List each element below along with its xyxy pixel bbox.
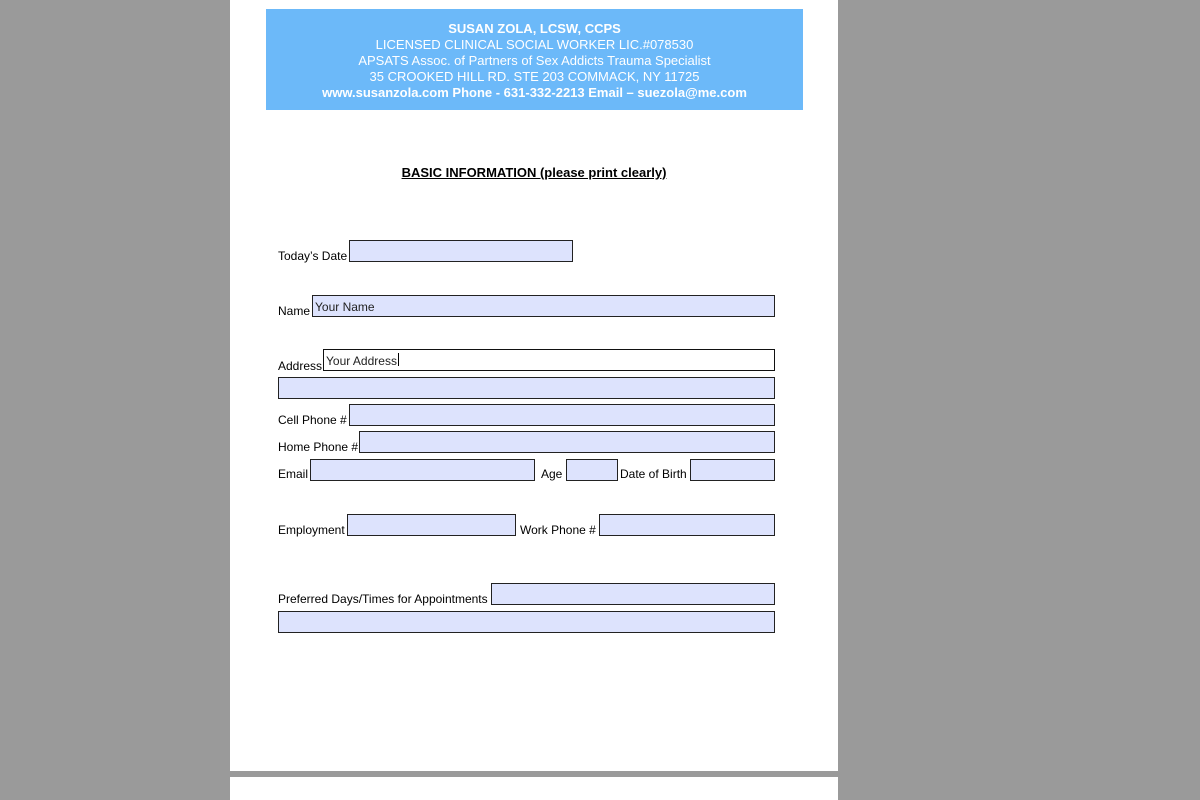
name-label: Name xyxy=(278,304,311,318)
letterhead-contact: www.susanzola.com Phone - 631-332-2213 Email – suezola@me.com xyxy=(322,85,747,100)
cell-phone-label: Cell Phone # xyxy=(278,413,347,427)
letterhead-association: APSATS Assoc. of Partners of Sex Addicts Trauma Specialist xyxy=(358,53,711,68)
form-title: BASIC INFORMATION (please print clearly) xyxy=(401,165,667,180)
dob-field[interactable] xyxy=(690,459,775,481)
letterhead-address: 35 CROOKED HILL RD. STE 203 COMMACK, NY 11725 xyxy=(369,69,700,84)
home-phone-label: Home Phone # xyxy=(278,440,359,454)
home-phone-field[interactable] xyxy=(359,431,775,453)
pdf-page xyxy=(230,0,838,771)
todays-date-field[interactable] xyxy=(349,240,573,262)
dob-label: Date of Birth xyxy=(620,467,687,481)
address-label: Address xyxy=(278,359,323,373)
age-field[interactable] xyxy=(566,459,618,481)
employment-field[interactable] xyxy=(347,514,516,536)
name-field-value: Your Name xyxy=(315,299,375,314)
address-field-value: Your Address xyxy=(326,353,397,368)
address-field-line2[interactable] xyxy=(278,377,775,399)
age-label: Age xyxy=(541,467,563,481)
cell-phone-field[interactable] xyxy=(349,404,775,426)
letterhead-banner xyxy=(266,9,803,110)
email-label: Email xyxy=(278,467,309,481)
preferred-times-field-line1[interactable] xyxy=(491,583,775,605)
name-field[interactable] xyxy=(312,295,775,317)
preferred-times-field-line2[interactable] xyxy=(278,611,775,633)
letterhead-license: LICENSED CLINICAL SOCIAL WORKER LIC.#078530 xyxy=(375,37,694,52)
text-cursor xyxy=(398,353,399,366)
email-field[interactable] xyxy=(310,459,535,481)
address-field-line1[interactable] xyxy=(323,349,775,371)
employment-label: Employment xyxy=(278,523,345,537)
work-phone-field[interactable] xyxy=(599,514,775,536)
work-phone-label: Work Phone # xyxy=(520,523,596,537)
letterhead-name: SUSAN ZOLA, LCSW, CCPS xyxy=(448,21,621,36)
todays-date-label: Today’s Date xyxy=(278,249,348,263)
preferred-times-label: Preferred Days/Times for Appointments xyxy=(278,592,488,606)
next-pdf-page xyxy=(230,777,838,800)
